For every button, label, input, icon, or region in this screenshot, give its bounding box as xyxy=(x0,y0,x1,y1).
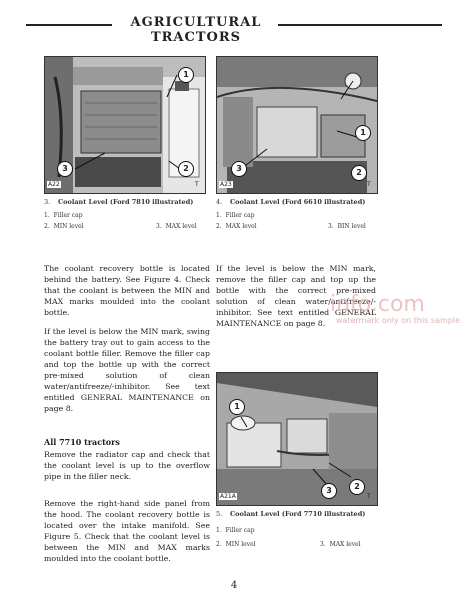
legend-number: 2. xyxy=(216,541,222,548)
figure-4-legend-2 xyxy=(216,223,266,230)
page-number: 4 xyxy=(230,580,238,591)
figure-5-callout-3: 3 xyxy=(321,483,337,499)
left-paragraph-4: Remove the right-hand side panel from the hood. The coolant recovery bottle is located over the intake manifold. See Figure 5. Check that the coolant level is between the MIN and MAX marks moulded into the coolant bottle. xyxy=(44,499,210,563)
figure-3-image xyxy=(44,56,206,194)
legend-number: 3. xyxy=(328,223,334,230)
figure-3-caption xyxy=(44,198,209,206)
figure-3-ref: A22 xyxy=(48,181,60,188)
figure-4-legend-1 xyxy=(216,212,266,219)
figure-5-legend-2 xyxy=(216,541,266,548)
figure-4-caption xyxy=(216,198,386,206)
page-header xyxy=(0,12,468,45)
figure-4-image xyxy=(216,56,378,194)
legend-number: 1. xyxy=(216,212,222,219)
figure-3-legend-3 xyxy=(156,223,216,230)
figure-3-caption-number: 3. xyxy=(44,198,51,206)
figure-4-caption-number: 4. xyxy=(216,198,223,206)
figure-5-legend-1 xyxy=(216,527,266,534)
figure-4-caption-text: Coolant Level (Ford 6610 illustrated) xyxy=(230,198,366,206)
figure-5-caption-text: Coolant Level (Ford 7710 illustrated) xyxy=(230,510,366,518)
figure-3-callout-2: 2 xyxy=(178,161,194,177)
figure-4-corner: T xyxy=(367,181,371,188)
legend-label: Filler cap xyxy=(225,527,255,534)
header-rule-left xyxy=(26,24,112,26)
figure-3-callout-3: 3 xyxy=(57,161,73,177)
watermark-site: info.com xyxy=(330,292,425,317)
figure-5-corner: T xyxy=(367,493,371,500)
figure-5-callout-2: 2 xyxy=(349,479,365,495)
legend-label: MAX level xyxy=(165,223,197,230)
right-paragraph-1: If the level is below the MIN mark, remove the filler cap and top up the bottle with the correct pre-mixed solution of clean water/antifreeze/-inhibitor. See text entitled GENERAL MAINTENANCE on page 8. xyxy=(216,264,376,328)
figure-4-callout-3: 3 xyxy=(231,161,247,177)
legend-number: 3. xyxy=(156,223,162,230)
legend-label: BIN level xyxy=(337,223,366,230)
legend-number: 1. xyxy=(216,527,222,534)
figure-5-ref: A21A xyxy=(220,493,236,500)
legend-label: Filler cap xyxy=(53,212,83,219)
figure-3-callout-1: 1 xyxy=(178,67,194,83)
figure-3-legend-1 xyxy=(44,212,84,219)
legend-label: MIN level xyxy=(53,223,84,230)
watermark-note: watermark only on this sample xyxy=(336,316,461,325)
legend-label: MAX level xyxy=(225,223,257,230)
left-paragraph-1: The coolant recovery bottle is located behind the battery. See Figure 4. Check that the coolant is between the MIN and MAX marks moulded into the coolant bottle. xyxy=(44,264,210,317)
legend-number: 2. xyxy=(216,223,222,230)
figure-3-legend-2 xyxy=(44,223,84,230)
figure-5-caption-number: 5. xyxy=(216,510,223,518)
legend-label: MIN level xyxy=(225,541,256,548)
legend-label: Filler cap xyxy=(225,212,255,219)
legend-number: 2. xyxy=(44,223,50,230)
figure-3-corner: T xyxy=(195,181,199,188)
figure-5-callout-1: 1 xyxy=(229,399,245,415)
figure-4-callout-1: 1 xyxy=(355,125,371,141)
figure-3-caption-text: Coolant Level (Ford 7810 illustrated) xyxy=(58,198,194,206)
figure-5-legend-3 xyxy=(320,541,380,548)
figure-4-legend-3 xyxy=(328,223,388,230)
figure-5-image xyxy=(216,372,378,506)
page-title: AGRICULTURAL TRACTORS xyxy=(130,15,262,45)
left-paragraph-2: If the level is below the MIN mark, swing the battery tray out to gain access to the coolant bottle filler. Remove the filler cap and top the bottle up with the correct pre-mixed solution of clean water/antifreeze/-inhibitor. See text entitled GENERAL MAINTENANCE on page 8. xyxy=(44,327,210,413)
figure-5-caption xyxy=(216,510,386,518)
figure-4-ref: A23 xyxy=(220,181,232,188)
section-heading-7710: All 7710 tractors xyxy=(44,437,120,447)
legend-number: 3. xyxy=(320,541,326,548)
legend-label: MAX level xyxy=(329,541,361,548)
left-paragraph-3: Remove the radiator cap and check that the coolant level is up to the overflow pipe in the filler neck. xyxy=(44,450,210,481)
header-rule-right xyxy=(278,24,442,26)
legend-number: 1. xyxy=(44,212,50,219)
figure-4-callout-2: 2 xyxy=(351,165,367,181)
